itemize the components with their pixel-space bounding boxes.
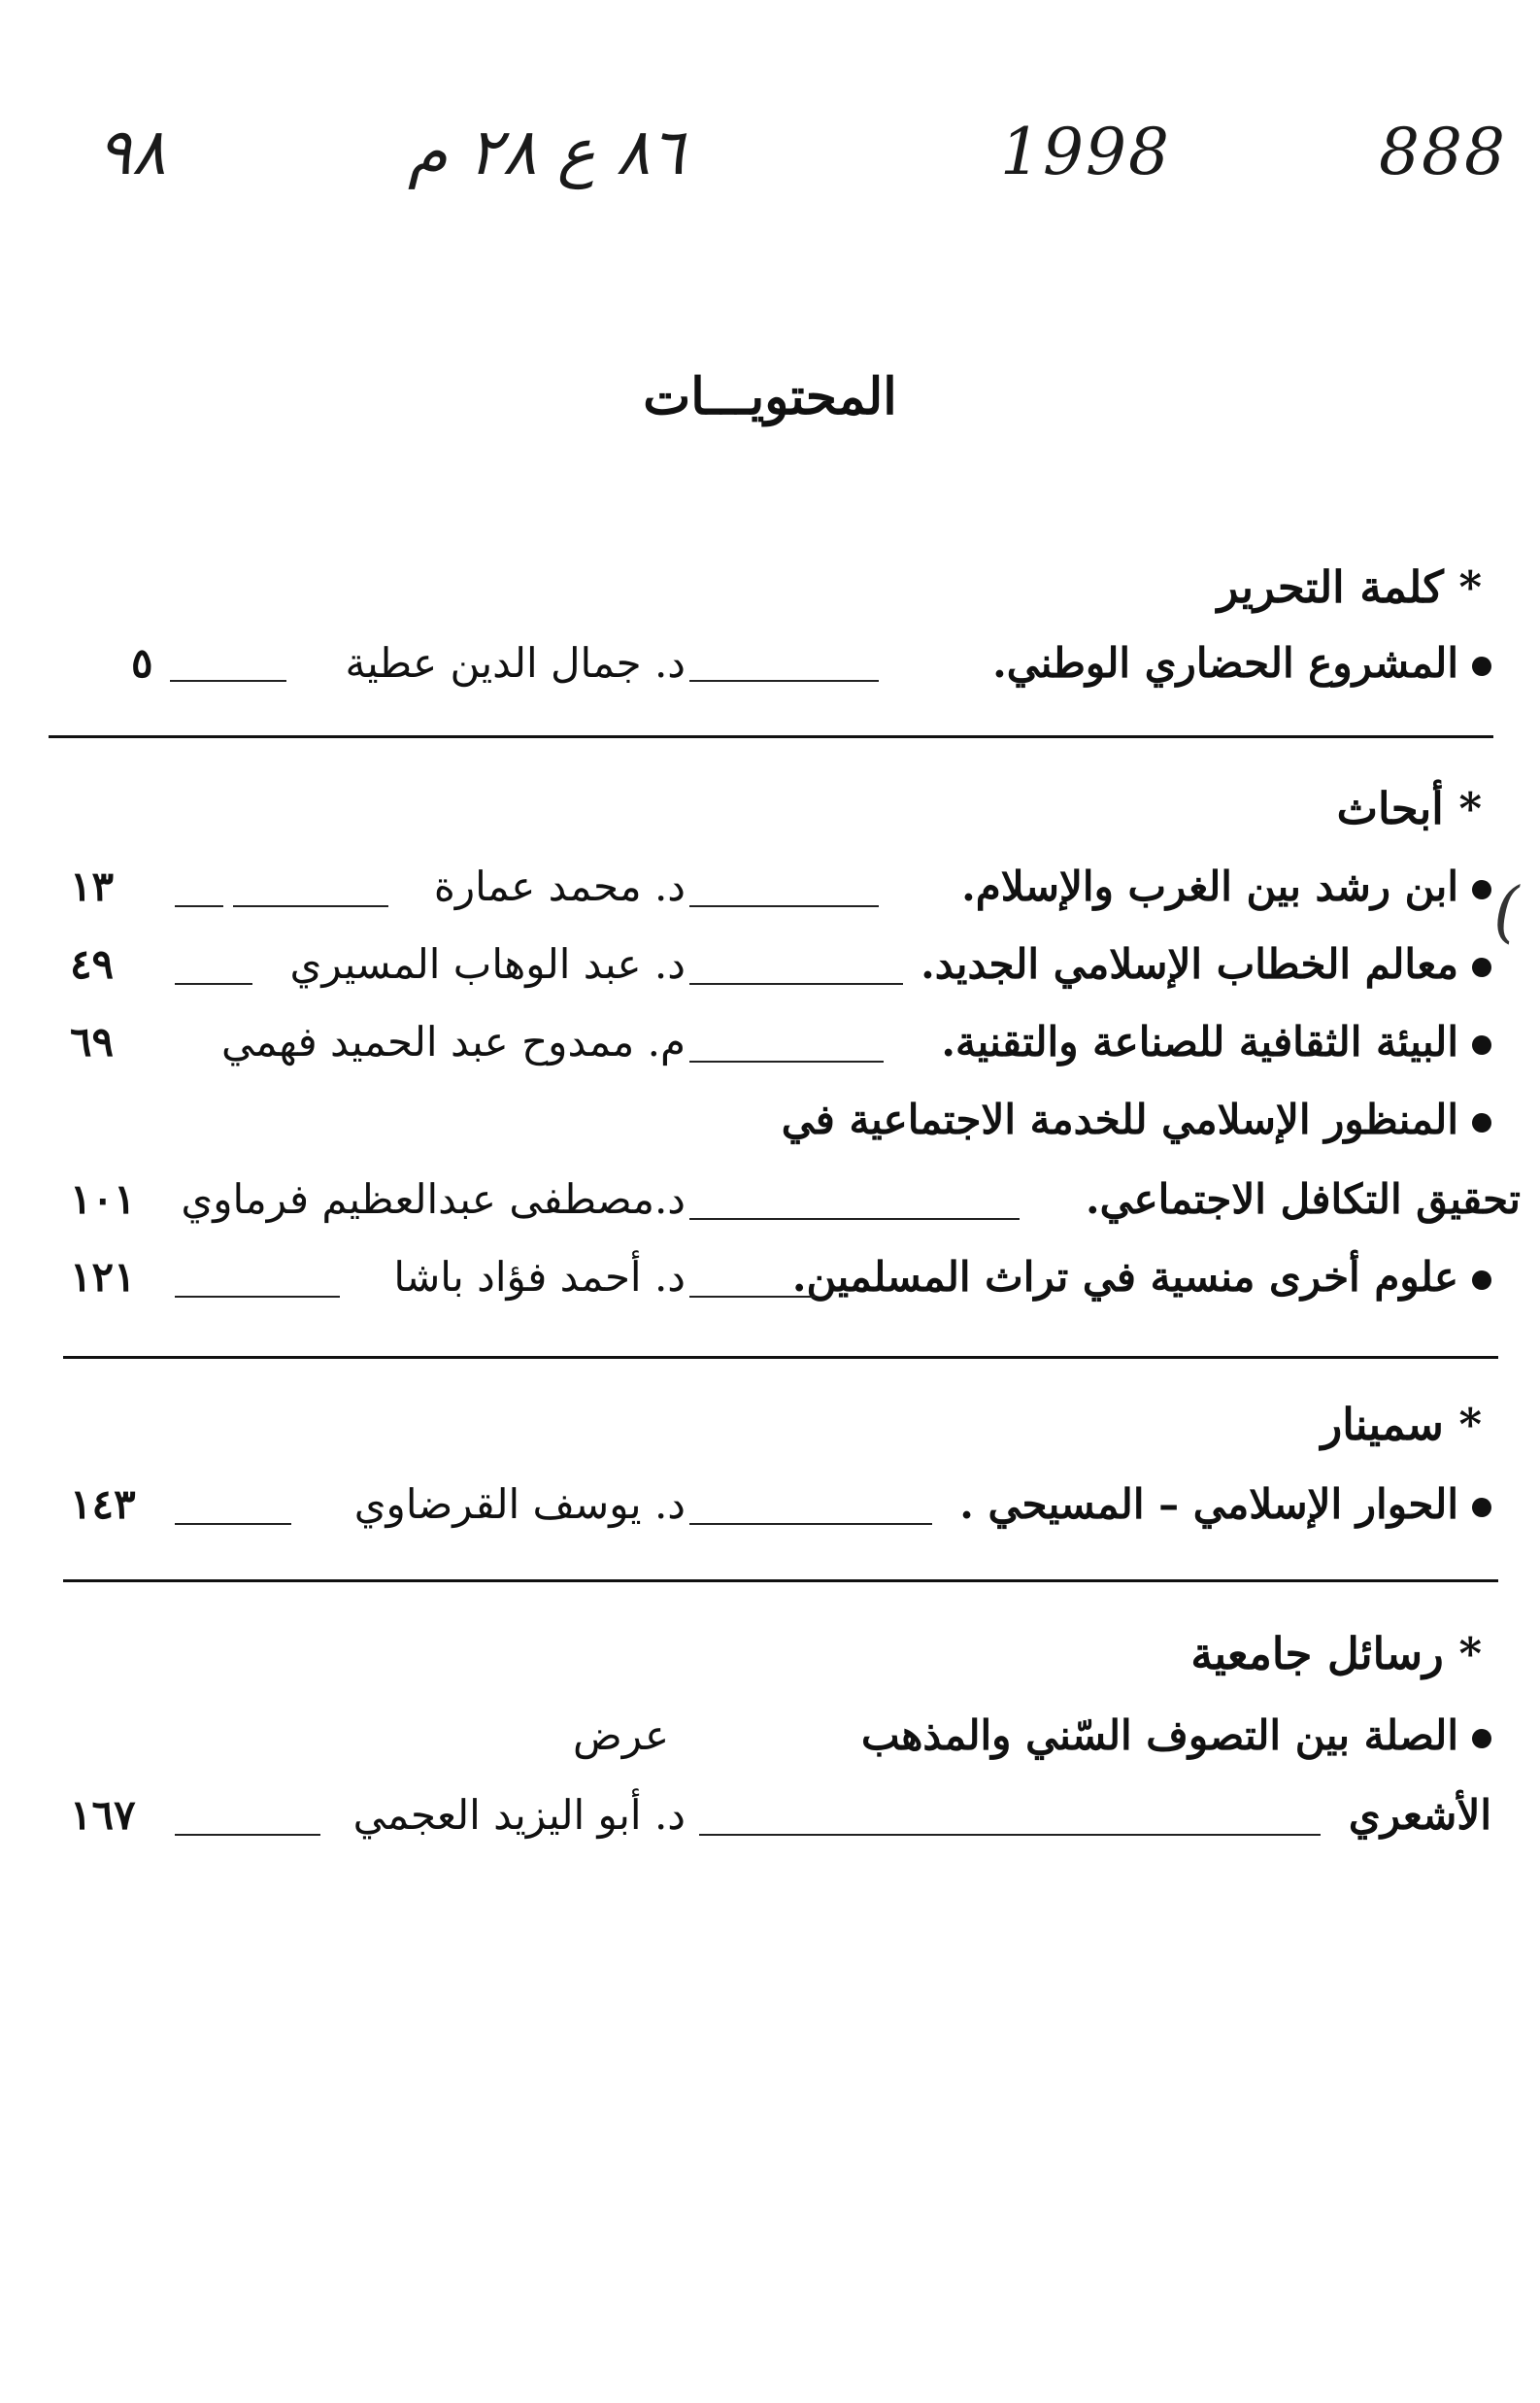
toc-entry-author: د. محمد عمارة — [433, 863, 686, 910]
section-divider — [49, 735, 1493, 738]
toc-entry-title: الحوار الإسلامي – المسيحي . — [959, 1480, 1491, 1528]
section-heading-theses: * رسائل جامعية — [1190, 1628, 1482, 1679]
toc-entry-page: ٤٩ — [70, 940, 115, 988]
handwritten-note-1: ٩٨ — [97, 115, 166, 189]
bullet-icon — [1472, 1498, 1491, 1517]
bullet-icon — [1472, 1035, 1491, 1055]
section-heading-editorial: * كلمة التحرير — [1217, 561, 1482, 613]
bullet-icon — [1472, 1270, 1491, 1290]
leader-line — [175, 1523, 291, 1525]
section-heading-research: * أبحاث — [1336, 783, 1482, 834]
toc-entry-page: ١٢١ — [70, 1253, 136, 1301]
leader-line — [689, 680, 879, 682]
toc-entry-author: د. يوسف القرضاوي — [353, 1480, 686, 1528]
toc-entry-page: ١٦٧ — [70, 1791, 136, 1839]
leader-line — [175, 983, 252, 985]
leader-line — [175, 905, 223, 907]
bullet-icon — [1472, 880, 1491, 899]
toc-entry-title-continued: تحقيق التكافل الاجتماعي. — [1085, 1175, 1521, 1223]
toc-entry-title: علوم أخرى منسية في تراث المسلمين. — [792, 1253, 1491, 1301]
leader-line — [175, 1834, 320, 1836]
toc-entry-page: ١٠١ — [70, 1175, 136, 1223]
section-heading-seminar: * سمينار — [1321, 1399, 1482, 1450]
toc-entry-title-continued: الأشعري — [1348, 1791, 1491, 1839]
toc-entry-author: د. جمال الدين عطية — [345, 639, 686, 687]
toc-entry-title: البيئة الثقافية للصناعة والتقنية. — [941, 1018, 1491, 1066]
section-divider — [63, 1356, 1498, 1359]
bullet-icon — [1472, 1113, 1491, 1133]
leader-line — [170, 680, 286, 682]
bullet-icon — [1472, 958, 1491, 977]
section-divider — [63, 1579, 1498, 1582]
leader-line — [689, 1061, 884, 1063]
toc-entry-author: د. أحمد فؤاد باشا — [393, 1253, 686, 1301]
toc-entry-page: ١٣ — [70, 863, 115, 910]
toc-entry-author: د. عبد الوهاب المسيري — [289, 940, 686, 988]
toc-entry-author: د.مصطفى عبدالعظيم فرماوي — [181, 1175, 686, 1223]
leader-line — [689, 983, 903, 985]
handwritten-year: 1998 — [1000, 115, 1171, 189]
handwritten-note-2: ٨٦ ع ٢٨ م — [408, 115, 685, 189]
leader-line — [689, 905, 879, 907]
toc-entry-title: الصلة بين التصوف السّني والمذهب — [861, 1711, 1491, 1759]
toc-entry-page: ١٤٣ — [70, 1480, 136, 1528]
toc-entry-title: معالم الخطاب الإسلامي الجديد. — [921, 940, 1491, 988]
leader-line — [699, 1834, 1321, 1836]
toc-entry-author: د. أبو اليزيد العجمي — [352, 1791, 686, 1839]
leader-line — [233, 905, 388, 907]
toc-entry-title: المنظور الإسلامي للخدمة الاجتماعية في — [782, 1096, 1491, 1143]
margin-mark: ( — [1493, 874, 1520, 951]
toc-entry-title: ابن رشد بين الغرب والإسلام. — [961, 863, 1491, 910]
toc-entry-page: ٦٩ — [70, 1018, 115, 1066]
leader-line — [689, 1523, 932, 1525]
toc-entry-review-label: عرض — [573, 1711, 670, 1759]
toc-entry-page: ٥ — [131, 639, 153, 687]
toc-entry-title: المشروع الحضاري الوطني. — [992, 639, 1491, 687]
page-title: المحتويـــات — [643, 367, 897, 426]
leader-line — [175, 1296, 340, 1298]
bullet-icon — [1472, 657, 1491, 676]
bullet-icon — [1472, 1729, 1491, 1748]
handwritten-number: 888 — [1379, 115, 1507, 189]
toc-entry-author: م. ممدوح عبد الحميد فهمي — [220, 1018, 686, 1066]
leader-line — [689, 1218, 1020, 1220]
leader-line — [689, 1296, 816, 1298]
